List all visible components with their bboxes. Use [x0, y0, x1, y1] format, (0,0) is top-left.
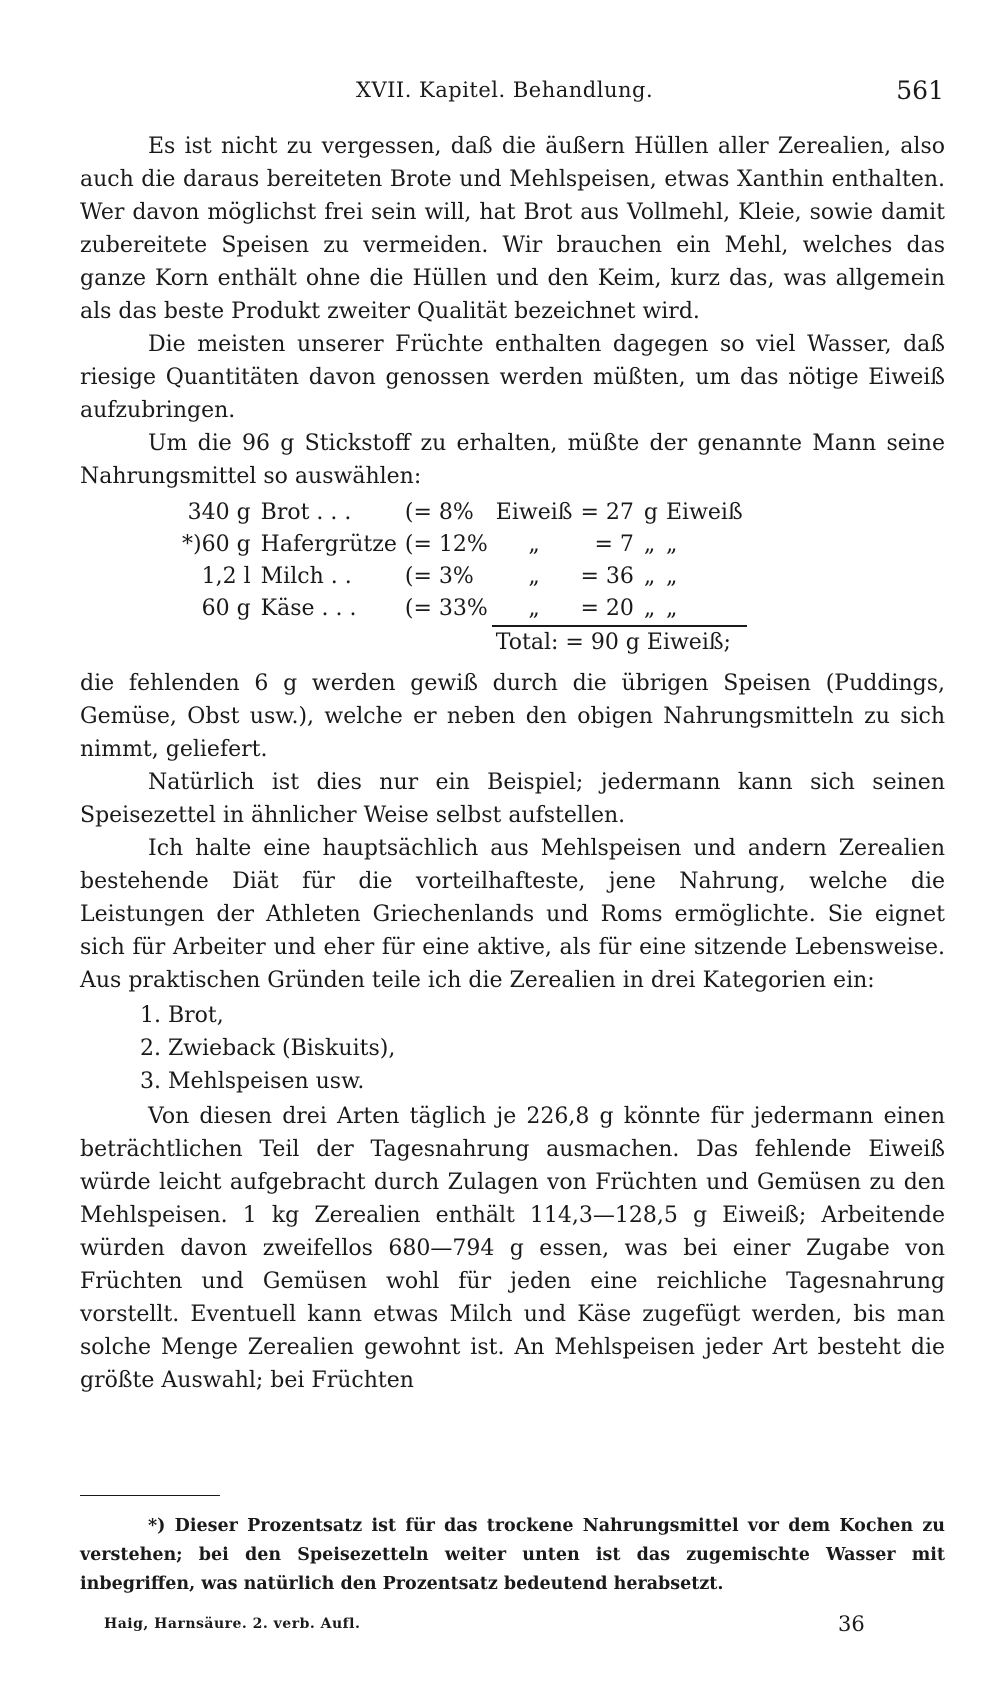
footnote: *) Dieser Prozentsatz ist für das trockene Nahrungsmittel vor dem Kochen zu verstehen; bei den Speisezetteln weiter unten ist das zugemischte Wasser mit inbegriffen, was natürlich den Prozentsatz bedeutend herabsetzt. [80, 1516, 945, 1594]
grams-cell: = 20 [576, 593, 637, 626]
protein-label-cell: „ [528, 564, 540, 589]
paragraph-6: Ich halte eine hauptsächlich aus Mehlspeisen und andern Zerealien bestehende Diät für die vorteilhafteste, jene Nahrung, welche die Leistungen der Athleten Griechenlands und Roms ermöglichte. Sie eignet sich für Arbeiter und eher für eine aktive, als für eine sitzende Lebensweise. Aus praktischen Gründen teile ich die Zerealien in drei Kategorien ein: [80, 836, 945, 993]
paragraph-2: Die meisten unserer Früchte enthalten dagegen so viel Wasser, daß riesige Quantitäten davon genossen werden müßten, um das nötige Eiweiß aufzubringen. [80, 332, 945, 423]
protein-label-cell: Eiweiß [495, 500, 573, 525]
tail-cell: „ [665, 564, 678, 589]
total-cell: Total: = 90 g Eiweiß; [495, 630, 731, 655]
food-cell: Hafergrütze [260, 532, 397, 557]
footnote-divider [80, 1495, 220, 1496]
grams-cell: = 7 [594, 532, 634, 557]
paragraph-5: Natürlich ist dies nur ein Beispiel; jedermann kann sich seinen Speisezettel in ähnlicher Weise selbst aufstellen. [80, 770, 945, 828]
paragraph-4: die fehlenden 6 g werden gewiß durch die übrigen Speisen (Puddings, Gemüse, Obst usw.), welche er neben den obigen Nahrungsmitteln zu sich nimmt, geliefert. [80, 671, 945, 762]
paragraph-3: Um die 96 g Stickstoff zu erhalten, müßte der genannte Mann seine Nahrungsmittel so auswählen: [80, 431, 945, 489]
sheet-number: 36 [838, 1612, 865, 1636]
total-row [178, 626, 747, 659]
body-text [80, 130, 945, 1397]
unit-cell: „ [643, 532, 656, 557]
protein-label-cell: „ [492, 593, 577, 626]
grams-cell: = 36 [580, 564, 634, 589]
tail-cell: Eiweiß [665, 500, 743, 525]
list-item: 3. Mehlspeisen usw. [140, 1069, 365, 1094]
protein-label-cell: „ [528, 532, 540, 557]
table-row [178, 561, 747, 593]
amount-cell: 340 g [187, 500, 251, 525]
percent-cell: (= 8% [404, 500, 474, 525]
food-cell: Brot . . . [260, 500, 352, 525]
list-item: 2. Zwieback (Biskuits), [140, 1036, 396, 1061]
percent-cell: (= 3% [404, 564, 474, 589]
table-row [178, 529, 747, 561]
cereal-categories-list [140, 999, 945, 1098]
running-header [0, 78, 1000, 108]
grams-cell: = 27 [580, 500, 634, 525]
percent-cell: (= 33% [404, 596, 488, 621]
table-row [178, 497, 747, 529]
amount-cell: 1,2 l [201, 564, 251, 589]
page-number: 561 [896, 76, 944, 105]
table-row [178, 593, 747, 626]
food-cell: Milch . . [260, 564, 352, 589]
unit-cell: „ [643, 564, 656, 589]
food-cell: Käse . . . [260, 596, 357, 621]
tail-cell: „ [662, 593, 747, 626]
percent-cell: (= 12% [404, 532, 488, 557]
paragraph-1: Es ist nicht zu vergessen, daß die äußern Hüllen aller Zerealien, also auch die daraus bereiteten Brote und Mehlspeisen, etwas Xanthin enthalten. Wer davon möglichst frei sein will, hat Brot aus Vollmehl, Kleie, sowie damit zubereitete Speisen zu vermeiden. Wir brauchen ein Mehl, welches das ganze Korn enthält ohne die Hüllen und den Keim, kurz das, was allgemein als das beste Produkt zweiter Qualität bezeichnet wird. [80, 134, 945, 324]
chapter-title: XVII. Kapitel. Behandlung. [356, 78, 654, 102]
tail-cell: „ [665, 532, 678, 557]
list-item: 1. Brot, [140, 1003, 224, 1028]
nutrition-table [178, 497, 747, 659]
amount-cell: *)60 g [182, 532, 251, 557]
amount-cell: 60 g [201, 596, 251, 621]
unit-cell: „ [638, 593, 662, 626]
printer-signature: Haig, Harnsäure. 2. verb. Aufl. [104, 1616, 361, 1632]
paragraph-7: Von diesen drei Arten täglich je 226,8 g könnte für jedermann einen beträchtlichen Teil der Tagesnahrung ausmachen. Das fehlende Eiweiß würde leicht aufgebracht durch Zulagen von Früchten und Gemüsen zu den Mehlspeisen. 1 kg Zerealien enthält 114,3—128,5 g Eiweiß; Arbeitende würden davon zweifellos 680—794 g essen, was bei einer Zugabe von Früchten und Gemüsen wohl für jeden eine reichliche Tagesnahrung vorstellt. Eventuell kann etwas Milch und Käse zugefügt werden, bis man solche Menge Zerealien gewohnt ist. An Mehlspeisen jeder Art besteht die größte Auswahl; bei Früchten [80, 1104, 945, 1393]
unit-cell: g [643, 500, 658, 525]
